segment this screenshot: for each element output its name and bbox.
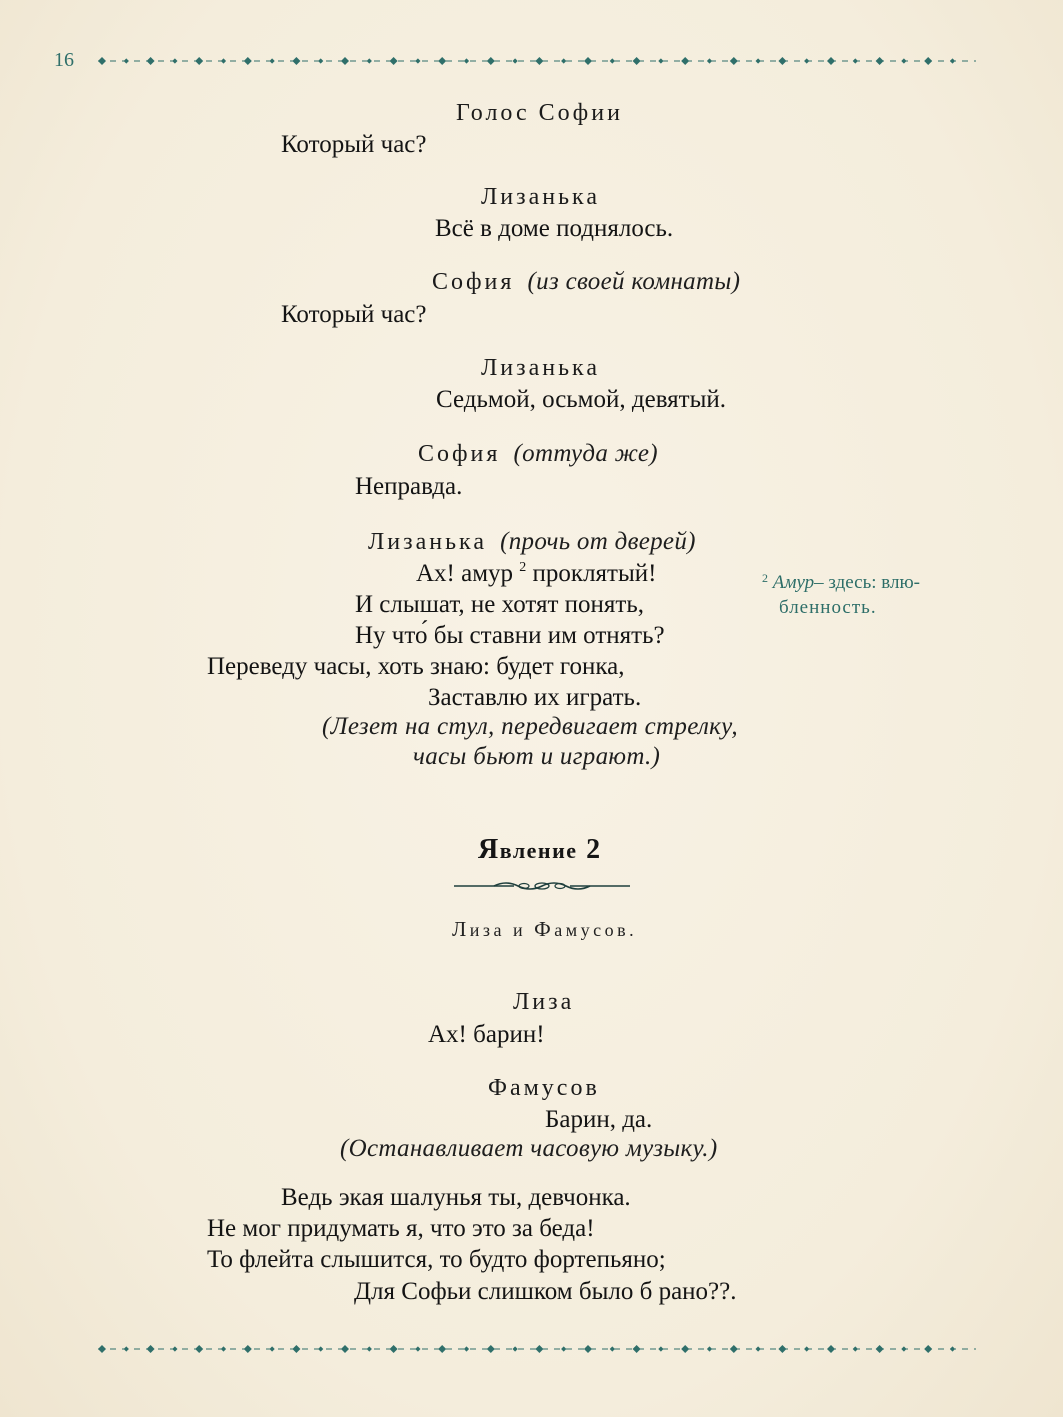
ornament-diamond <box>221 1346 226 1351</box>
speaker-sofia: София <box>432 269 515 295</box>
ornament-diamond <box>876 57 884 65</box>
ornament-diamond <box>341 1345 349 1353</box>
ornament-diamond <box>415 1346 420 1351</box>
ornament-diamond <box>464 58 469 63</box>
ornament-diamond <box>390 1345 398 1353</box>
ornament-diamond <box>633 57 641 65</box>
scene-cast <box>452 917 637 942</box>
ornament-diamond <box>561 1346 566 1351</box>
footnote-mark: 2 <box>762 571 768 585</box>
ornament-diamond <box>464 1346 469 1351</box>
ornament-diamond <box>681 1345 689 1353</box>
footnote-continuation: бленность. <box>779 597 877 618</box>
ornament-diamond <box>124 58 129 63</box>
ornament-diamond <box>535 1345 543 1353</box>
speaker-lizanka: Лизанька <box>481 184 600 210</box>
ornament-diamond <box>367 1346 372 1351</box>
stage-direction: (прочь от дверей) <box>500 528 696 555</box>
ornament-diamond <box>924 57 932 65</box>
cast-text: иза и <box>469 920 535 940</box>
ornament-diamond <box>270 1346 275 1351</box>
verse-line: Не мог придумать я, что это за беда! <box>207 1215 595 1242</box>
ornament-diamond <box>901 1346 906 1351</box>
footnote-text: – здесь: влю- <box>814 572 921 593</box>
speaker-liza: Лиза <box>513 989 575 1015</box>
ornament-diamond <box>172 1346 177 1351</box>
speaker-voice-sofia: Голос Софии <box>456 100 623 126</box>
ornament-diamond <box>756 58 761 63</box>
verse-line: Ну что́ бы ставни им отнять? <box>355 622 665 649</box>
ornament-diamond <box>827 57 835 65</box>
ornament-diamond <box>584 57 592 65</box>
speaker-row <box>432 268 740 296</box>
ornament-diamond <box>853 1346 858 1351</box>
ornament-diamond <box>244 1345 252 1353</box>
scene-title-rest: вление <box>499 838 578 863</box>
speaker-row <box>418 440 658 468</box>
ornament-diamond <box>270 58 275 63</box>
ornament-diamond <box>124 1346 129 1351</box>
verse-line: То флейта слышится, то будто фортепьяно; <box>207 1246 666 1273</box>
ornament-diamond <box>658 1346 663 1351</box>
ornament-diamond <box>172 58 177 63</box>
ornament-diamond <box>901 58 906 63</box>
ornament-diamond <box>756 1346 761 1351</box>
stage-direction: (Останавливает часовую музыку.) <box>340 1135 718 1162</box>
verse-line: И слышат, не хотят понять, <box>355 591 644 618</box>
speaker-lizanka: Лизанька <box>368 529 487 555</box>
ornament-diamond <box>487 57 495 65</box>
ornament-diamond <box>513 58 518 63</box>
ornament-diamond <box>610 1346 615 1351</box>
verse-line: Неправда. <box>355 473 463 500</box>
ornament-diamond <box>390 57 398 65</box>
speaker-lizanka: Лизанька <box>481 355 600 381</box>
ornament-diamond <box>707 58 712 63</box>
stage-direction: часы бьют и играют.) <box>413 743 661 770</box>
ornament-diamond <box>804 1346 809 1351</box>
ornament-diamond <box>195 1345 203 1353</box>
bottom-ornament-border <box>98 1341 976 1357</box>
speaker-famusov: Фамусов <box>488 1075 600 1101</box>
ornament-diamond <box>950 1346 955 1351</box>
ornament-diamond <box>221 58 226 63</box>
speaker-sofia: София <box>418 441 501 467</box>
scene-number: 2 <box>586 834 602 865</box>
stage-direction: (из своей комнаты) <box>527 268 741 295</box>
ornament-diamond <box>292 57 300 65</box>
ornament-diamond <box>561 58 566 63</box>
ornament-diamond <box>487 1345 495 1353</box>
top-ornament-border <box>98 53 976 69</box>
scene-title-initial: Я <box>478 834 500 865</box>
verse-line: Переведу часы, хоть знаю: будет гонка, <box>207 653 625 680</box>
ornament-diamond <box>415 58 420 63</box>
stage-direction: (оттуда же) <box>513 440 658 467</box>
ornament-diamond <box>535 57 543 65</box>
ornament-diamond <box>438 1345 446 1353</box>
verse-line: Всё в доме поднялось. <box>435 215 674 242</box>
ornament-diamond <box>292 1345 300 1353</box>
ornament-diamond <box>98 57 106 65</box>
cast-text: амусов. <box>554 920 638 940</box>
ornament-diamond <box>318 1346 323 1351</box>
ornament-diamond <box>318 58 323 63</box>
ornament-diamond <box>147 57 155 65</box>
ornament-diamond <box>438 57 446 65</box>
ornament-diamond <box>804 58 809 63</box>
verse-text: Ах! амур <box>416 560 514 587</box>
ornament-diamond <box>950 58 955 63</box>
ornament-diamond <box>730 57 738 65</box>
ornament-diamond <box>853 58 858 63</box>
scene-divider-flourish <box>454 877 630 895</box>
ornament-diamond <box>367 58 372 63</box>
ornament-diamond <box>827 1345 835 1353</box>
ornament-diamond <box>195 57 203 65</box>
verse-line: Для Софьи слишком было б рано??. <box>354 1278 737 1305</box>
verse-line: Ведь экая шалунья ты, девчонка. <box>281 1184 631 1211</box>
stage-direction: (Лезет на стул, передвигает стрелку, <box>322 713 738 740</box>
ornament-diamond <box>778 57 786 65</box>
verse-line <box>416 560 656 588</box>
footnote <box>762 571 920 594</box>
page-number: 16 <box>54 49 74 71</box>
footnote-ref[interactable]: 2 <box>519 560 527 575</box>
ornament-diamond <box>924 1345 932 1353</box>
footnote-term: Амур <box>772 572 815 593</box>
ornament-diamond <box>633 1345 641 1353</box>
verse-text: проклятый! <box>532 560 657 587</box>
ornament-diamond <box>730 1345 738 1353</box>
verse-line: Ах! барин! <box>428 1021 545 1048</box>
ornament-diamond <box>658 58 663 63</box>
ornament-diamond <box>147 1345 155 1353</box>
verse-line: Барин, да. <box>545 1106 653 1133</box>
ornament-diamond <box>610 58 615 63</box>
cast-initial: Л <box>452 917 470 941</box>
ornament-diamond <box>681 57 689 65</box>
ornament-diamond <box>98 1345 106 1353</box>
verse-line: Заставлю их играть. <box>428 684 642 711</box>
ornament-diamond <box>778 1345 786 1353</box>
verse-line: Который час? <box>281 131 427 158</box>
speaker-row <box>368 528 696 556</box>
verse-line: Седьмой, осьмой, девятый. <box>436 386 727 413</box>
verse-line: Который час? <box>281 301 427 328</box>
ornament-diamond <box>707 1346 712 1351</box>
cast-initial: Ф <box>534 917 555 941</box>
ornament-diamond <box>876 1345 884 1353</box>
ornament-diamond <box>584 1345 592 1353</box>
ornament-diamond <box>244 57 252 65</box>
ornament-diamond <box>341 57 349 65</box>
scene-title <box>478 834 602 866</box>
ornament-diamond <box>513 1346 518 1351</box>
